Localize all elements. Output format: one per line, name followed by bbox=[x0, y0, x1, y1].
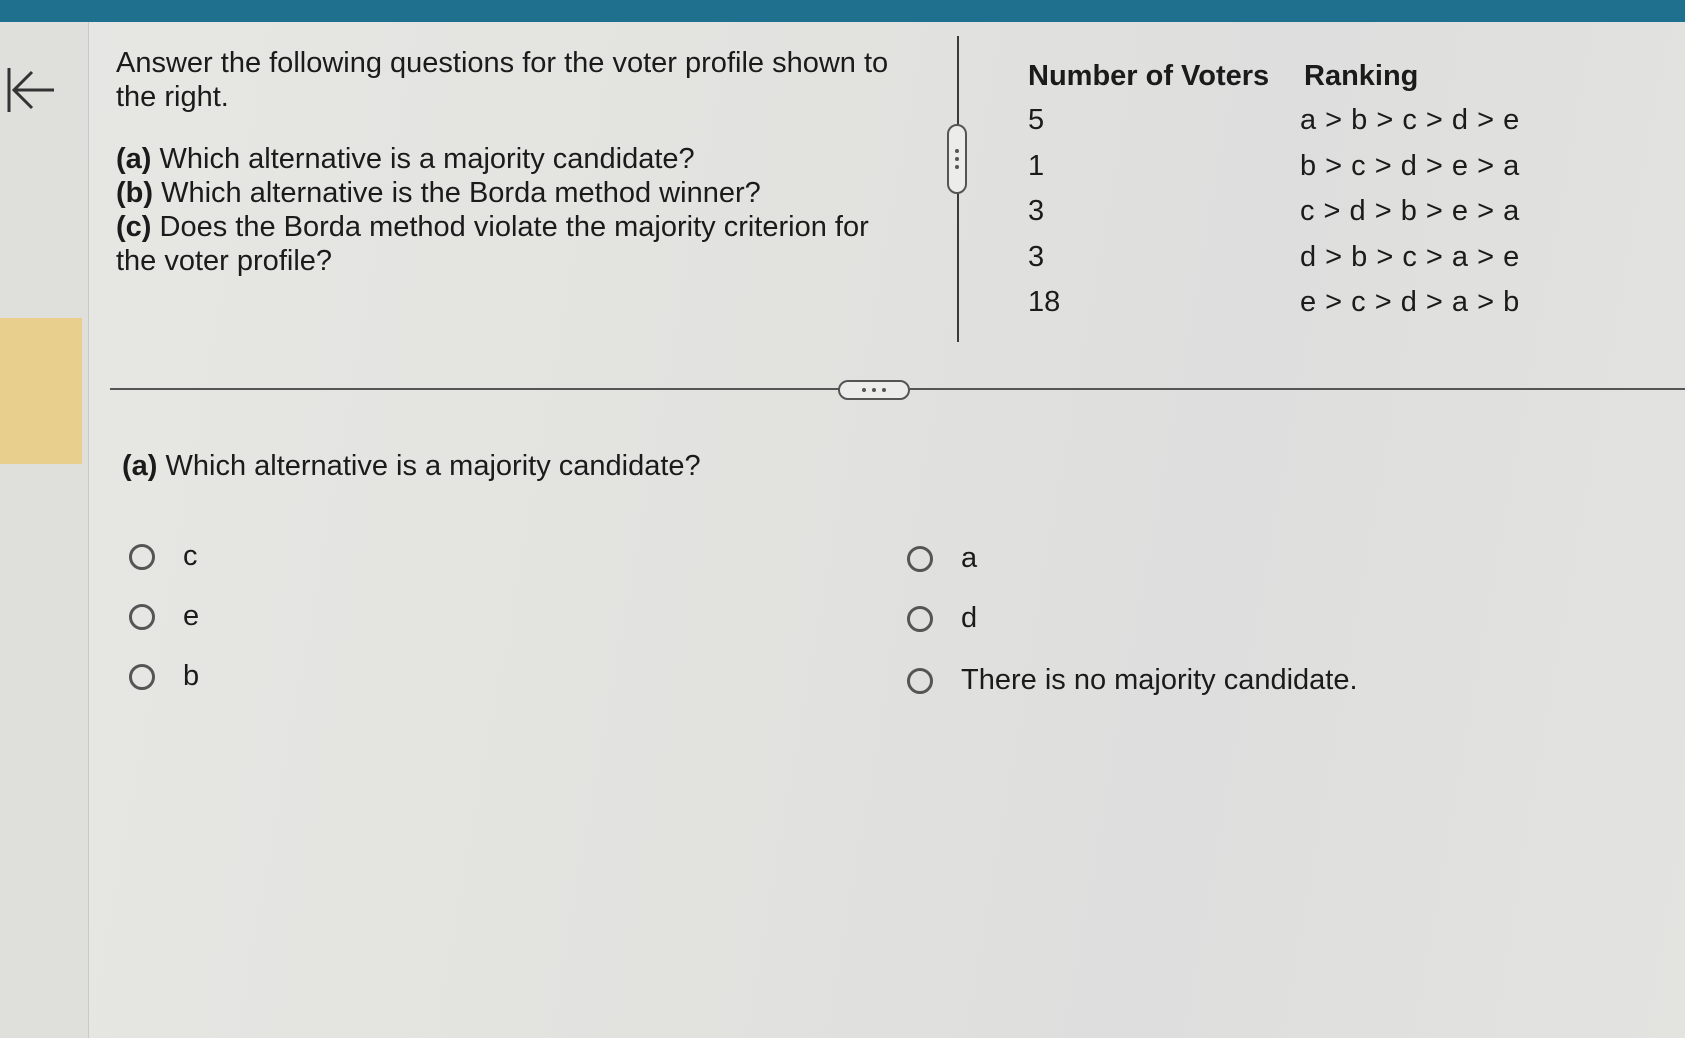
ranking-cell: a > b > c > d > e bbox=[1300, 104, 1520, 137]
part-a-question: (a) Which alternative is a majority candidate? bbox=[122, 450, 701, 482]
horizontal-resize-handle-icon[interactable] bbox=[838, 380, 910, 400]
radio-button[interactable] bbox=[129, 664, 155, 690]
table-row bbox=[1028, 280, 1520, 326]
back-arrow-icon[interactable] bbox=[4, 62, 56, 118]
voters-cell: 18 bbox=[1028, 286, 1061, 319]
header-ranking: Ranking bbox=[1304, 59, 1419, 92]
ranking-cell: d > b > c > a > e bbox=[1300, 240, 1520, 273]
radio-button[interactable] bbox=[907, 546, 933, 572]
option-label: e bbox=[183, 600, 200, 632]
voters-cell: 1 bbox=[1028, 149, 1045, 182]
option-b[interactable] bbox=[129, 660, 199, 693]
option-d[interactable] bbox=[907, 602, 977, 635]
option-label: d bbox=[961, 602, 978, 634]
radio-button[interactable] bbox=[129, 604, 155, 630]
option-no-majority[interactable] bbox=[907, 664, 1358, 697]
ranking-cell: e > c > d > a > b bbox=[1300, 286, 1520, 319]
voters-cell: 5 bbox=[1028, 104, 1045, 137]
option-label: a bbox=[961, 542, 978, 574]
table-row bbox=[1028, 98, 1520, 144]
header-number-of-voters: Number of Voters bbox=[1028, 59, 1270, 92]
question-prompt bbox=[116, 46, 896, 278]
ranking-cell: b > c > d > e > a bbox=[1300, 149, 1520, 182]
question-c: (c) Does the Borda method violate the majority criterion for the voter profile? bbox=[116, 211, 869, 277]
option-label: c bbox=[183, 540, 198, 572]
option-label: b bbox=[183, 660, 200, 692]
radio-button[interactable] bbox=[129, 544, 155, 570]
option-label: There is no majority candidate. bbox=[961, 664, 1358, 696]
voters-cell: 3 bbox=[1028, 195, 1045, 228]
left-accent-strip bbox=[0, 318, 82, 464]
option-c[interactable] bbox=[129, 540, 198, 573]
left-rail bbox=[0, 22, 89, 1038]
voter-profile-table bbox=[1028, 54, 1520, 326]
radio-button[interactable] bbox=[907, 668, 933, 694]
option-e[interactable] bbox=[129, 600, 199, 633]
prompt-intro: Answer the following questions for the voter profile shown to the right. bbox=[116, 47, 889, 113]
table-row bbox=[1028, 189, 1520, 235]
table-row bbox=[1028, 235, 1520, 281]
question-b: (b) Which alternative is the Borda method winner? bbox=[116, 177, 761, 209]
vertical-resize-handle-icon[interactable] bbox=[947, 124, 967, 194]
radio-button[interactable] bbox=[907, 606, 933, 632]
ranking-cell: c > d > b > e > a bbox=[1300, 195, 1520, 228]
table-header bbox=[1028, 54, 1520, 98]
question-a: (a) Which alternative is a majority candidate? bbox=[116, 143, 695, 175]
top-bar bbox=[0, 0, 1685, 22]
voters-cell: 3 bbox=[1028, 240, 1045, 273]
table-row bbox=[1028, 144, 1520, 190]
option-a[interactable] bbox=[907, 542, 977, 575]
